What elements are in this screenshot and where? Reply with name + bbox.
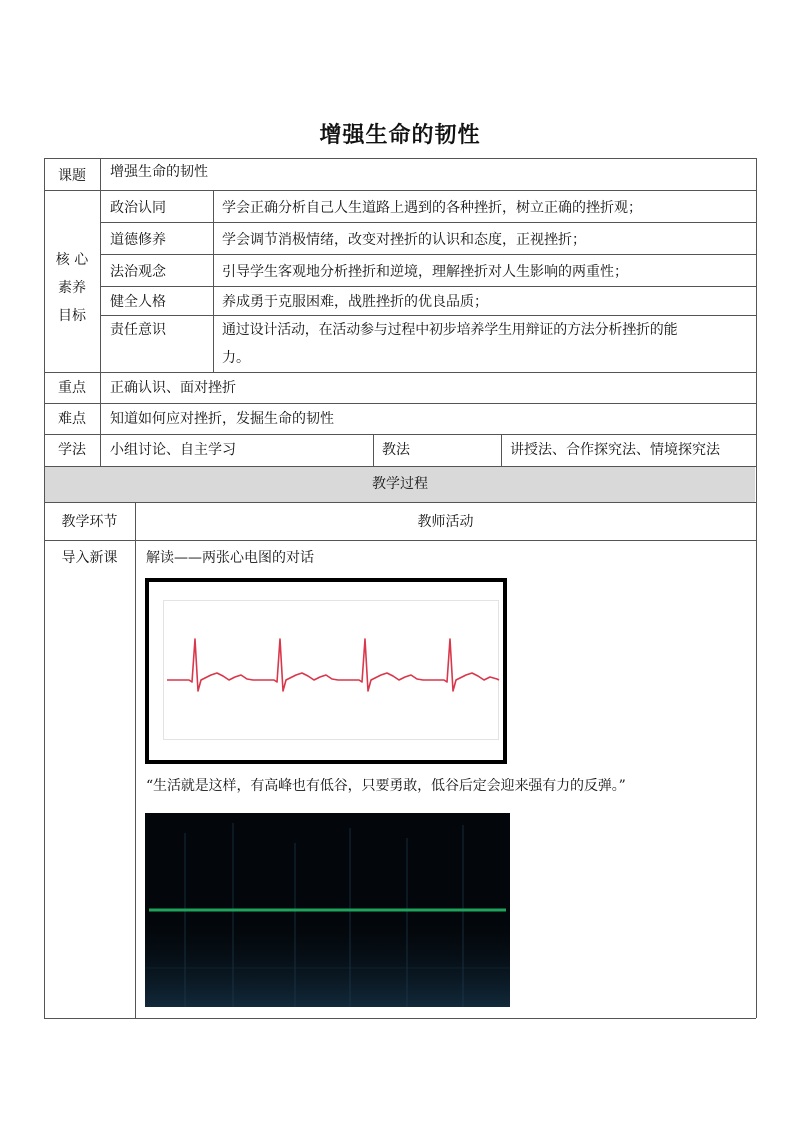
stage-name: 导入新课	[61, 550, 118, 566]
ecg-normal-image	[145, 578, 507, 764]
process-header: 教学过程	[372, 476, 428, 492]
stage-column-header: 教学环节	[61, 514, 118, 530]
literacy-name: 健全人格	[110, 294, 166, 310]
core-literacy-label-line: 核 心	[55, 252, 89, 268]
literacy-name: 道德修养	[110, 232, 166, 248]
literacy-name: 法治观念	[110, 264, 166, 280]
literacy-text: 引导学生客观地分析挫折和逆境，理解挫折对人生影响的两重性；	[222, 264, 628, 280]
activity-column-header: 教师活动	[417, 514, 474, 530]
core-literacy-label-line: 目标	[58, 308, 86, 324]
lesson-value: 增强生命的韧性	[110, 164, 208, 180]
literacy-name: 责任意识	[110, 322, 166, 338]
literacy-text: 通过设计活动，在活动参与过程中初步培养学生用辩证的方法分析挫折的能	[222, 322, 678, 338]
study-method-value: 小组讨论、自主学习	[110, 442, 236, 458]
literacy-text: 学会正确分析自己人生道路上遇到的各种挫折，树立正确的挫折观；	[222, 200, 642, 216]
lesson-label: 课题	[58, 168, 86, 184]
literacy-name: 政治认同	[110, 200, 166, 216]
document-title: 增强生命的韧性	[319, 123, 481, 148]
ecg-flatline-image	[145, 813, 510, 1007]
activity-quote: “生活就是这样，有高峰也有低谷，只要勇敢，低谷后定会迎来强有力的反弹。”	[146, 778, 626, 794]
ecg-waveform	[167, 639, 499, 691]
literacy-text: 力。	[222, 350, 250, 366]
teach-method-label: 教法	[382, 442, 410, 458]
key-point-label: 重点	[58, 380, 86, 396]
activity-intro: 解读——两张心电图的对话	[146, 550, 314, 566]
core-literacy-label	[44, 246, 100, 330]
difficulty-label: 难点	[58, 411, 86, 427]
teach-method-value: 讲授法、合作探究法、情境探究法	[510, 442, 720, 458]
literacy-text: 学会调节消极情绪，改变对挫折的认识和态度，正视挫折；	[222, 232, 586, 248]
key-point-value: 正确认识、面对挫折	[110, 380, 236, 396]
study-method-label: 学法	[58, 442, 86, 458]
difficulty-value: 知道如何应对挫折，发掘生命的韧性	[110, 411, 334, 427]
core-literacy-label-line: 素养	[58, 280, 86, 296]
literacy-text: 养成勇于克服困难，战胜挫折的优良品质；	[222, 294, 488, 310]
